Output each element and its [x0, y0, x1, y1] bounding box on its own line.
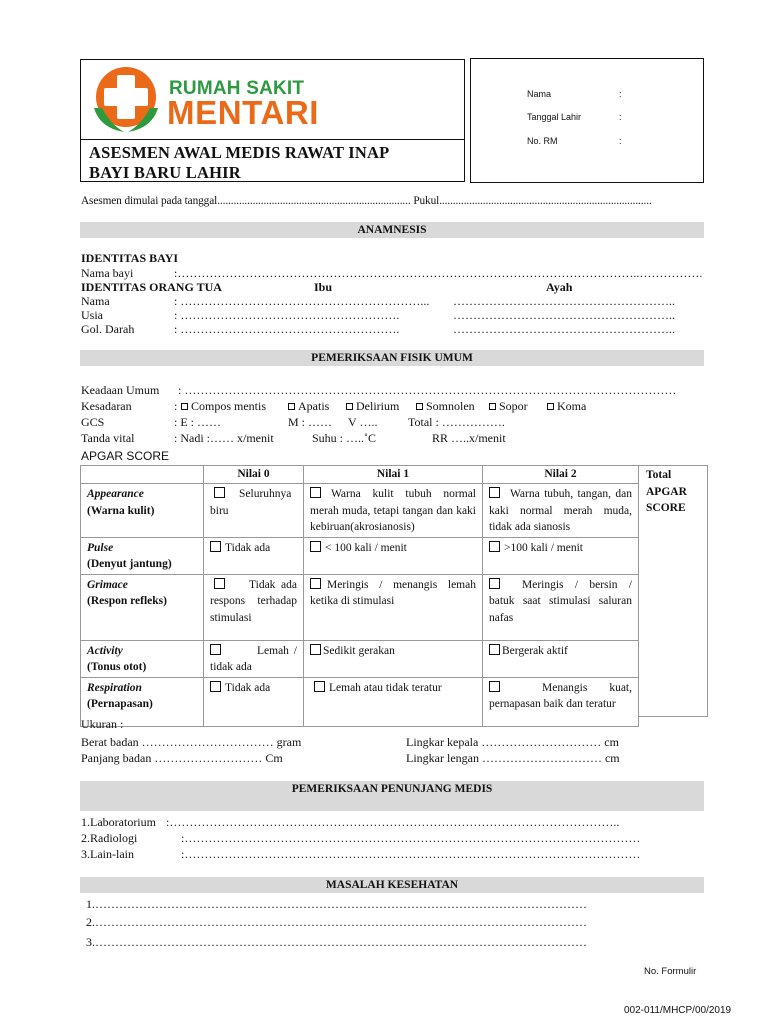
- checkbox-icon: [310, 644, 321, 655]
- header-logo-box: [80, 59, 465, 182]
- checkbox-icon: [346, 403, 353, 410]
- document-title-line1: ASESMEN AWAL MEDIS RAWAT INAP: [89, 143, 390, 162]
- apgar-criterion: Pulse (Denyut jantung): [81, 537, 204, 574]
- ibu-usia-field[interactable]: : ……………………………………………….: [174, 308, 400, 322]
- apgar-total-box[interactable]: [638, 465, 708, 717]
- berat-badan-field[interactable]: Berat badan …………………………… gram: [81, 735, 302, 749]
- ortu-nama-label: Nama: [81, 294, 110, 308]
- gcs-total-field[interactable]: Total : …………….: [408, 415, 505, 429]
- kesadaran-colon: :: [174, 399, 178, 413]
- lingkar-lengan-field[interactable]: Lingkar lengan ………………………… cm: [406, 751, 620, 765]
- lingkar-kepala-field[interactable]: Lingkar kepala ………………………… cm: [406, 735, 619, 749]
- nama-bayi-label: Nama bayi: [81, 266, 134, 280]
- apgar-cell-n2[interactable]: Menangis kuat, pernapasan baik dan teratur: [483, 677, 639, 726]
- radiologi-field[interactable]: :……………………………………………………………………………………………………: [181, 831, 641, 845]
- apgar-cell-n2[interactable]: Bergerak aktif: [483, 640, 639, 677]
- document-title-line2: BAYI BARU LAHIR: [89, 163, 241, 182]
- patient-dob-colon[interactable]: :: [619, 112, 622, 122]
- radiologi-label: 2.Radiologi: [81, 831, 138, 845]
- apgar-row-appearance: [81, 484, 639, 538]
- nama-bayi-field[interactable]: :……………………………………………………………………………………………………..…………….: [174, 266, 703, 280]
- apgar-header-nilai-2: Nilai 2: [483, 466, 639, 484]
- keadaan-umum-label: Keadaan Umum: [81, 383, 160, 397]
- ibu-column-heading: Ibu: [314, 280, 333, 294]
- checkbox-icon: [489, 541, 500, 552]
- apgar-cell-n0[interactable]: Lemah / tidak ada: [204, 640, 304, 677]
- apgar-cell-n0[interactable]: Tidak ada: [204, 677, 304, 726]
- panjang-badan-field[interactable]: Panjang badan ……………………… Cm: [81, 751, 283, 765]
- checkbox-icon: [310, 578, 321, 589]
- apgar-total-label-3: SCORE: [646, 502, 686, 514]
- apgar-cell-n2[interactable]: >100 kali / menit: [483, 537, 639, 574]
- form-number-value: 002-011/MHCP/00/2019: [624, 1005, 732, 1016]
- apgar-score-title: APGAR SCORE: [81, 449, 170, 463]
- identitas-bayi-heading: IDENTITAS BAYI: [81, 251, 179, 265]
- ibu-goldarah-field[interactable]: : ……………………………………………….: [174, 322, 400, 336]
- apgar-cell-n1[interactable]: Sedikit gerakan: [304, 640, 483, 677]
- laboratorium-label: 1.Laboratorium: [81, 815, 156, 829]
- kesadaran-option-apatis[interactable]: Apatis: [288, 399, 329, 414]
- apgar-cell-n1[interactable]: Lemah atau tidak teratur: [304, 677, 483, 726]
- masalah-item-3[interactable]: 3.……………………………………………………………………………………………………………: [86, 935, 587, 949]
- apgar-total-label-1: Total: [646, 469, 672, 481]
- apgar-criterion: Activity (Tonus otot): [81, 640, 204, 677]
- ayah-usia-field[interactable]: ………………………………………………..: [453, 308, 675, 322]
- checkbox-icon: [210, 681, 221, 692]
- patient-name-colon[interactable]: :: [619, 89, 622, 99]
- apgar-header-nilai-0: Nilai 0: [204, 466, 304, 484]
- checkbox-icon: [310, 541, 321, 552]
- apgar-row-activity: [81, 640, 639, 677]
- kesadaran-option-delirium[interactable]: Delirium: [346, 399, 399, 414]
- gcs-label: GCS: [81, 415, 105, 429]
- masalah-item-1[interactable]: 1.……………………………………………………………………………………………………………: [86, 897, 587, 911]
- ayah-goldarah-field[interactable]: ………………………………………………..: [453, 322, 675, 336]
- ayah-column-heading: Ayah: [546, 280, 573, 294]
- assessment-start-line[interactable]: Asesmen dimulai pada tanggal....................................................................... Pukul..............................................................................: [81, 195, 652, 207]
- section-bar-anamnesis: ANAMNESIS: [80, 222, 704, 238]
- apgar-header-row: [81, 466, 639, 484]
- apgar-cell-n0[interactable]: Tidak ada respons terhadap stimulasi: [204, 574, 304, 640]
- ayah-nama-field[interactable]: ………………………………………………..: [453, 294, 675, 308]
- apgar-cell-n1[interactable]: Warna kulit tubuh normal merah muda, tetapi tangan dan kaki kebiruan(akrosianosis): [304, 484, 483, 538]
- gcs-e-field[interactable]: : E : ……: [174, 415, 221, 429]
- apgar-cell-n1[interactable]: < 100 kali / menit: [304, 537, 483, 574]
- patient-dob-label: Tanggal Lahir: [527, 112, 582, 122]
- tanda-vital-label: Tanda vital: [81, 431, 135, 445]
- patient-identity-box: [470, 58, 704, 183]
- ortu-goldarah-label: Gol. Darah: [81, 322, 135, 336]
- patient-rm-colon[interactable]: :: [619, 136, 622, 146]
- apgar-cell-n0[interactable]: Tidak ada: [204, 537, 304, 574]
- gcs-v-field[interactable]: V …..: [348, 415, 378, 429]
- section-bar-masalah-kesehatan: MASALAH KESEHATAN: [80, 877, 704, 893]
- checkbox-icon: [416, 403, 423, 410]
- checkbox-icon: [489, 644, 500, 655]
- apgar-row-respiration: [81, 677, 639, 726]
- checkbox-icon: [547, 403, 554, 410]
- suhu-field[interactable]: Suhu : …..˚C: [312, 431, 377, 445]
- hospital-cross-logo-icon: [90, 64, 162, 136]
- lain-lain-label: 3.Lain-lain: [81, 847, 134, 861]
- checkbox-icon: [489, 487, 500, 498]
- apgar-criterion: Grimace (Respon refleks): [81, 574, 204, 640]
- checkbox-icon: [310, 487, 321, 498]
- logo-text-mentari: MENTARI: [167, 94, 320, 131]
- checkbox-icon: [214, 578, 225, 589]
- nadi-field[interactable]: : Nadi :…… x/menit: [174, 431, 274, 445]
- apgar-row-pulse: [81, 537, 639, 574]
- checkbox-icon: [489, 681, 500, 692]
- apgar-table: [80, 465, 639, 727]
- kesadaran-option-somnolen[interactable]: Somnolen: [416, 399, 475, 414]
- section-bar-pemeriksaan-fisik: PEMERIKSAAN FISIK UMUM: [80, 350, 704, 366]
- apgar-total-label-2: APGAR: [646, 485, 687, 498]
- checkbox-icon: [210, 541, 221, 552]
- checkbox-icon: [288, 403, 295, 410]
- form-number-label: No. Formulir: [644, 966, 697, 977]
- patient-name-label: Nama: [527, 89, 552, 99]
- rr-field[interactable]: RR …..x/menit: [432, 431, 506, 445]
- checkbox-icon: [210, 644, 221, 655]
- keadaan-umum-field[interactable]: : ……………………………………………………………………………………………………………: [178, 383, 677, 397]
- checkbox-icon: [489, 578, 500, 589]
- ukuran-label: Ukuran :: [81, 717, 124, 731]
- apgar-cell-n2[interactable]: Warna tubuh, tangan, dan kaki normal merah muda, tidak ada sianosis: [483, 484, 639, 538]
- patient-rm-label: No. RM: [527, 136, 558, 146]
- apgar-cell-n0[interactable]: Seluruhnya biru: [204, 484, 304, 538]
- apgar-cell-n2[interactable]: Meringis / bersin / batuk saat stimulasi saluran nafas: [483, 574, 639, 640]
- apgar-criterion: Respiration (Pernapasan): [81, 677, 204, 726]
- apgar-header-nilai-1: Nilai 1: [304, 466, 483, 484]
- apgar-header-empty: [81, 466, 204, 484]
- kesadaran-option-sopor[interactable]: Sopor: [489, 399, 528, 414]
- laboratorium-field[interactable]: :…………………………………………………………………………………………………..: [166, 815, 620, 829]
- kesadaran-option-koma[interactable]: Koma: [547, 399, 586, 414]
- apgar-row-grimace: [81, 574, 639, 640]
- apgar-cell-n1[interactable]: Meringis / menangis lemah ketika di stimulasi: [304, 574, 483, 640]
- checkbox-icon: [214, 487, 225, 498]
- identitas-ortu-heading: IDENTITAS ORANG TUA: [81, 280, 222, 294]
- lain-lain-field[interactable]: :……………………………………………………………………………………………………: [181, 847, 641, 861]
- kesadaran-label: Kesadaran: [81, 399, 132, 413]
- section-bar-penunjang-medis: PEMERIKSAAN PENUNJANG MEDIS: [80, 781, 704, 811]
- gcs-m-field[interactable]: M : ……: [288, 415, 333, 429]
- ortu-usia-label: Usia: [81, 308, 103, 322]
- kesadaran-option-compos-mentis[interactable]: Compos mentis: [181, 399, 266, 414]
- logo-text-rumah-sakit: RUMAH SAKIT: [169, 78, 305, 99]
- apgar-criterion: Appearance (Warna kulit): [81, 484, 204, 538]
- checkbox-icon: [181, 403, 188, 410]
- checkbox-icon: [314, 681, 325, 692]
- masalah-item-2[interactable]: 2.……………………………………………………………………………………………………………: [86, 915, 587, 929]
- checkbox-icon: [489, 403, 496, 410]
- header-divider: [81, 139, 464, 140]
- ibu-nama-field[interactable]: : ……………………………………………………...: [174, 294, 430, 308]
